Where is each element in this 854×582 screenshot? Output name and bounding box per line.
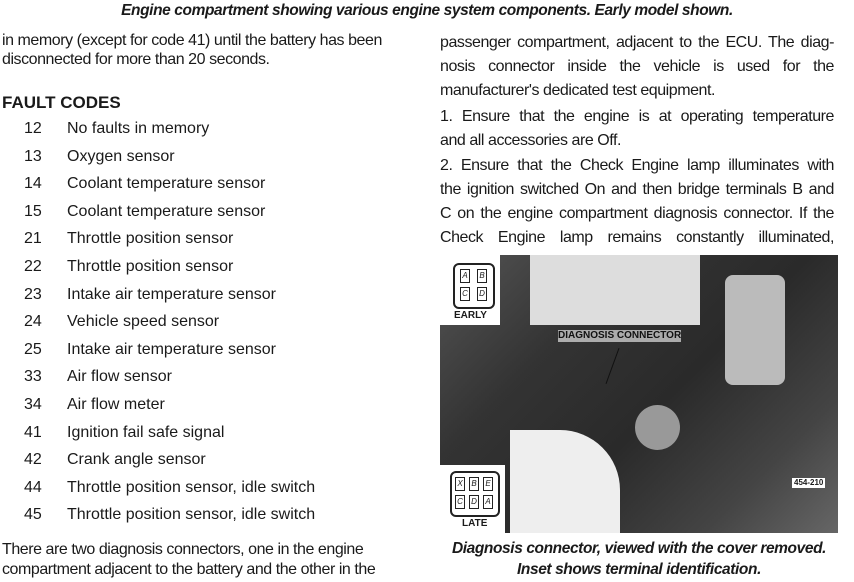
fault-code-row — [0, 284, 420, 306]
fault-code: 22 — [24, 258, 42, 275]
fault-code-row — [0, 422, 420, 444]
fault-description: Throttle position sensor — [67, 258, 234, 275]
top-figure-caption: Engine compartment showing various engine system components. Early model shown. — [121, 2, 733, 19]
outro-line-1: There are two diagnosis connectors, one in the engine — [2, 541, 364, 558]
late-label: LATE — [462, 518, 488, 529]
fault-code-row — [0, 173, 420, 195]
right-column — [440, 0, 834, 252]
fault-description: Oxygen sensor — [67, 147, 175, 165]
fault-code-row — [0, 256, 420, 278]
para0-line: nosis connector inside the vehicle is used for the — [440, 58, 834, 75]
figure-caption-line-2: Inset shows terminal identification. — [517, 561, 761, 578]
fault-code-row — [0, 339, 420, 361]
engine-photo — [440, 255, 838, 533]
fault-code: 21 — [24, 230, 42, 248]
fault-code-row — [0, 201, 420, 223]
para0-line: passenger compartment, adjacent to the ECU. The diag- — [440, 34, 834, 51]
fault-description: Air flow meter — [67, 396, 165, 413]
late-connector-icon: X B E C D A — [450, 471, 500, 517]
fault-code-row — [0, 228, 420, 250]
fault-code-row — [0, 477, 420, 499]
fault-code: 13 — [24, 147, 42, 165]
fault-code-row — [0, 366, 420, 388]
strut-top-shape — [635, 405, 680, 450]
fault-code: 14 — [24, 175, 42, 193]
fault-description: Throttle position sensor, idle switch — [67, 506, 316, 524]
callout-leader-line — [606, 348, 620, 384]
fault-codes-heading: FAULT CODES — [2, 93, 121, 112]
fault-description: Intake air temperature sensor — [67, 285, 276, 303]
fault-code: 25 — [24, 340, 42, 358]
canister-shape — [725, 275, 785, 385]
figure-number: 454-210 — [794, 478, 824, 487]
fault-code: 15 — [24, 202, 42, 220]
step2-line: Check Engine lamp remains constantly illuminated, — [440, 229, 834, 246]
fault-code: 33 — [24, 368, 42, 386]
fault-description: Air flow sensor — [67, 368, 172, 386]
intro-line-1: in memory (except for code 41) until the battery has been — [2, 32, 382, 49]
battery-shape — [530, 255, 700, 325]
fault-code: 23 — [24, 285, 42, 303]
early-connector-icon: A B C D — [453, 263, 495, 309]
outro-line-2: compartment adjacent to the battery and the other in the — [2, 561, 376, 578]
fault-code: 34 — [24, 396, 42, 413]
fault-description: Crank angle sensor — [67, 451, 206, 469]
fault-code-row — [0, 118, 420, 140]
fault-description: Throttle position sensor, idle switch — [67, 478, 316, 496]
reservoir-shape — [510, 430, 620, 533]
fault-code: 41 — [24, 423, 42, 441]
intro-line-2: disconnected for more than 20 seconds. — [2, 51, 270, 68]
step2-line: C on the engine compartment diagnosis connector. If the — [440, 205, 834, 222]
fault-code-row — [0, 394, 420, 416]
fault-description: Ignition fail safe signal — [67, 423, 225, 441]
step2-line: the ignition switched On and then bridge terminals B and — [440, 181, 834, 198]
fault-description: Intake air temperature sensor — [67, 340, 276, 358]
fault-code: 42 — [24, 451, 42, 469]
step2-line: 2. Ensure that the Check Engine lamp illuminates with — [440, 157, 834, 174]
fault-code: 12 — [24, 120, 42, 137]
fault-description: Vehicle speed sensor — [67, 313, 220, 331]
fault-code: 45 — [24, 506, 42, 524]
fault-description: Coolant temperature sensor — [67, 202, 266, 220]
step1-line: 1. Ensure that the engine is at operating temperature — [440, 108, 834, 125]
fault-code: 44 — [24, 478, 42, 496]
fault-code-row — [0, 311, 420, 333]
fault-code-row — [0, 504, 420, 526]
fault-description: No faults in memory — [67, 120, 210, 137]
fault-code-row — [0, 146, 420, 168]
figure-caption-line-1: Diagnosis connector, viewed with the cover removed. — [451, 540, 827, 557]
fault-description: Throttle position sensor — [67, 230, 234, 248]
fault-code-list — [0, 118, 420, 534]
para0-line: manufacturer's dedicated test equipment. — [440, 82, 716, 99]
diagnosis-connector-callout: DIAGNOSIS CONNECTOR — [558, 330, 682, 341]
step1-line: and all accessories are Off. — [440, 132, 621, 149]
fault-code-row — [0, 449, 420, 471]
fault-code: 24 — [24, 313, 42, 331]
early-label: EARLY — [454, 310, 487, 321]
fault-description: Coolant temperature sensor — [67, 175, 266, 193]
